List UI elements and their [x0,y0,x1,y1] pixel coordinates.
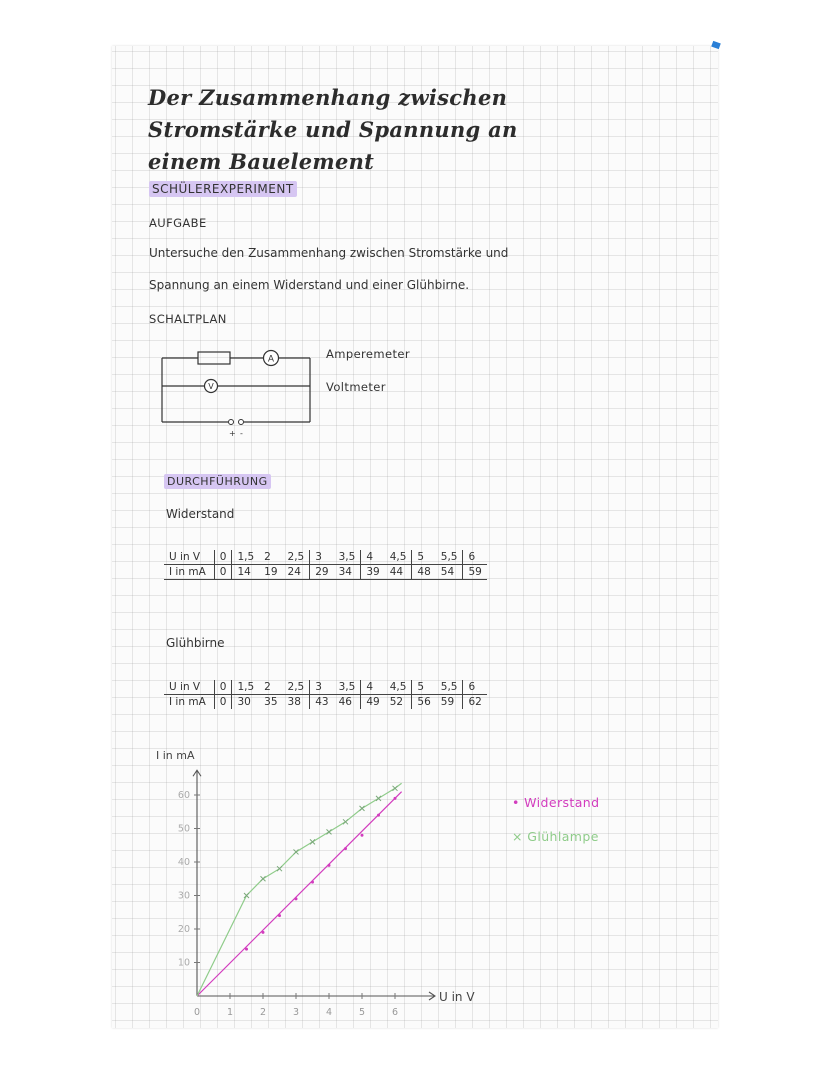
table-row-label: I in mA [164,565,214,580]
x-tick-label: 1 [226,1007,234,1018]
table-cell: 5,5 [436,550,463,565]
data-point-widerstand [361,834,364,837]
resistor-label: Widerstand [166,507,235,521]
lamp-label: Glühbirne [166,636,225,650]
table-cell: 43 [315,696,329,708]
table-cell: 19 [264,566,278,578]
table-row [164,680,487,695]
resistor-symbol [198,352,230,364]
table-cell: 38 [283,695,310,710]
table-row-label: I in mA [164,695,214,710]
y-tick-label: 50 [177,823,190,835]
table-cell: 48 [417,566,431,578]
table-cell: 3,5 [334,550,361,565]
data-point-widerstand [328,864,331,867]
x-tick-label: 4 [325,1007,333,1018]
lamp-table [164,680,487,709]
table-row [164,695,487,710]
y-tick-label: 20 [177,924,190,935]
data-point-widerstand [278,914,281,917]
table-cell: 0 [214,680,232,695]
data-point-widerstand [295,897,298,900]
section-experiment-heading: SCHÜLEREXPERIMENT [149,181,297,197]
table-cell: 3 [310,550,334,565]
table-cell: 30 [237,696,251,708]
data-point-gluehlampe [310,839,315,844]
table-cell: 35 [264,696,278,708]
table-cell: 46 [334,695,361,710]
table-cell: 52 [385,695,412,710]
table-cell: 2 [259,550,282,565]
task-text-line1: Untersuche den Zusammenhang zwischen Stromstärke und [149,246,509,260]
x-axis-label: U in V [439,990,475,1004]
ammeter-symbol [264,351,279,366]
legend-resistor [512,795,599,810]
data-point-gluehlampe [327,829,332,834]
current-voltage-graph [140,745,500,1025]
table-cell: 5 [412,550,436,565]
x-tick-label: 0 [193,1007,201,1018]
table-cell: 29 [315,566,329,578]
table-cell: 39 [366,566,380,578]
table-cell: 24 [283,565,310,580]
title-line: Der Zusammenhang zwischen [148,85,508,110]
table-cell: 62 [468,696,482,708]
title-line: Stromstärke und Spannung an [148,117,518,142]
x-tick-label: 5 [358,1007,366,1018]
table-cell: 14 [237,566,251,578]
data-point-widerstand [311,881,314,884]
table-cell: 5,5 [436,680,463,695]
table-cell: 0 [214,565,232,580]
table-cell: 6 [463,550,487,565]
data-point-widerstand [394,797,397,800]
table-cell: 4,5 [385,680,412,695]
table-cell: 44 [385,565,412,580]
table-row [164,565,487,580]
table-cell: 4 [361,680,385,695]
circuit-diagram [160,346,320,442]
table-cell: 59 [436,695,463,710]
y-axis-label: I in mA [156,749,195,762]
task-text-line2: Spannung an einem Widerstand und einer Glühbirne. [149,278,470,292]
table-cell: 5 [412,680,436,695]
x-tick-label: 3 [292,1007,300,1018]
circuit-heading: SCHALTPLAN [149,312,227,326]
table-cell: 59 [468,566,482,578]
voltmeter-label: Voltmeter [326,380,386,394]
data-point-gluehlampe [360,806,365,811]
data-point-gluehlampe [294,849,299,854]
minus-sign: - [240,429,243,438]
data-point-gluehlampe [343,819,348,824]
voltmeter-symbol-letter: V [208,382,214,391]
table-row-label: U in V [164,680,214,695]
data-point-widerstand [262,931,265,934]
page-title [148,82,618,178]
legend-lamp [512,829,599,844]
table-cell: 0 [214,695,232,710]
table-cell: 1,5 [232,680,259,695]
table-cell: 54 [436,565,463,580]
legend-lamp-marker: × [512,829,523,844]
voltmeter-symbol [205,380,218,393]
resistor-table [164,550,487,580]
y-tick-label: 60 [177,790,190,801]
table-cell: 4,5 [385,550,412,565]
series-line-gluehlampe [197,783,402,996]
x-tick-label: 2 [259,1007,267,1018]
data-point-gluehlampe [393,786,398,791]
legend-resistor-marker: • [512,795,520,810]
x-tick-label: 6 [391,1007,399,1018]
table-cell: 3,5 [334,680,361,695]
y-tick-label: 10 [177,957,190,969]
table-cell: 6 [463,680,487,695]
table-cell: 4 [361,550,385,565]
data-point-widerstand [377,814,380,817]
data-point-widerstand [245,948,248,951]
table-cell: 2 [259,680,282,695]
task-heading: AUFGABE [149,216,207,230]
ammeter-symbol-letter: A [267,354,275,365]
series-line-widerstand [197,792,402,996]
table-row-label: U in V [164,550,214,565]
table-cell: 3 [310,680,334,695]
table-cell: 2,5 [283,550,310,565]
legend-resistor-label: Widerstand [524,795,600,810]
data-point-gluehlampe [244,893,249,898]
data-point-widerstand [344,847,347,850]
y-tick-label: 40 [177,857,190,868]
table-cell: 0 [214,550,232,565]
table-row [164,550,487,565]
procedure-heading: DURCHFÜHRUNG [164,474,271,489]
table-cell: 2,5 [283,680,310,695]
ammeter-label: Amperemeter [326,347,410,361]
data-point-gluehlampe [277,866,282,871]
table-cell: 56 [417,696,431,708]
data-point-gluehlampe [376,796,381,801]
y-tick-label: 30 [177,890,190,902]
plus-sign: + [229,429,236,438]
legend-lamp-label: Glühlampe [527,829,599,844]
table-cell: 49 [366,696,380,708]
power-source-terminals [229,420,244,439]
title-line: einem Bauelement [148,149,375,174]
table-cell: 34 [334,565,361,580]
table-cell: 1,5 [232,550,259,565]
data-point-gluehlampe [261,876,266,881]
